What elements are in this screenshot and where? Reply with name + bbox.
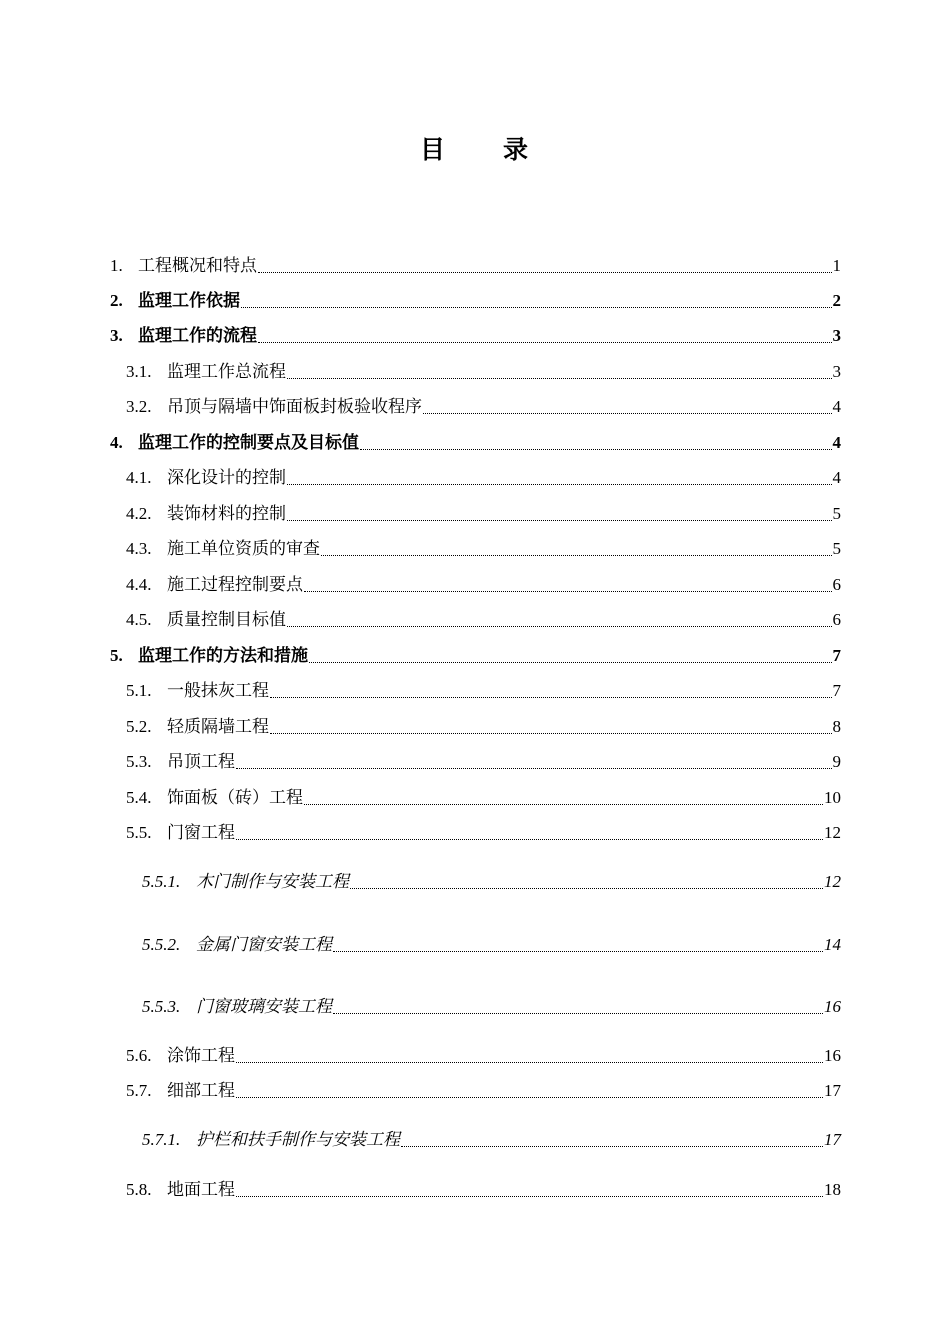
toc-entry-page-number: 17 (824, 1130, 841, 1149)
toc-entry-title: 涂饰工程 (167, 1046, 235, 1065)
toc-entry-number: 5.5.3. (142, 997, 181, 1016)
toc-entry-title: 门窗工程 (167, 823, 235, 842)
toc-entry-number: 5.5.1. (142, 872, 181, 891)
toc-entry-title: 门窗玻璃安装工程 (196, 997, 332, 1016)
toc-entry-number: 2. (110, 291, 123, 310)
toc-entry-page-number: 14 (824, 935, 841, 954)
toc-dot-leader (350, 888, 823, 889)
toc-entry-page-number: 6 (832, 575, 841, 594)
toc-dot-leader (287, 378, 832, 379)
toc-entry-page-number: 3 (832, 326, 841, 345)
toc-entry-number: 4.1. (126, 468, 152, 487)
toc-dot-leader (236, 839, 823, 840)
toc-entry-title: 金属门窗安装工程 (196, 935, 332, 954)
toc-title-char-1: 目 (419, 137, 447, 164)
toc-entry-title: 细部工程 (167, 1081, 235, 1100)
toc-entry-page-number: 18 (824, 1180, 841, 1199)
toc-entry[interactable] (142, 869, 841, 893)
toc-dot-leader (401, 1146, 823, 1147)
toc-entry[interactable] (126, 501, 841, 525)
toc-entry-page-number: 3 (832, 362, 841, 381)
toc-entry-number: 5.5. (126, 823, 152, 842)
toc-entry-page-number: 4 (832, 468, 841, 487)
toc-entry-number: 4.4. (126, 575, 152, 594)
toc-entry-page-number: 6 (832, 610, 841, 629)
toc-entry-page-number: 17 (824, 1081, 841, 1100)
toc-dot-leader (236, 1196, 823, 1197)
toc-entry-number: 3. (110, 326, 123, 345)
toc-entry-page-number: 10 (824, 788, 841, 807)
toc-dot-leader (270, 697, 832, 698)
toc-entry-number: 5.5.2. (142, 935, 181, 954)
toc-entry-title: 装饰材料的控制 (167, 504, 286, 523)
toc-entry-title: 一般抹灰工程 (167, 681, 269, 700)
toc-entry-page-number: 5 (832, 539, 841, 558)
toc-entry-title: 护栏和扶手制作与安装工程 (196, 1130, 400, 1149)
toc-entry-title: 深化设计的控制 (167, 468, 286, 487)
toc-dot-leader (241, 307, 832, 308)
toc-entry-page-number: 8 (832, 717, 841, 736)
toc-entry[interactable] (126, 678, 841, 702)
toc-entry[interactable] (126, 820, 841, 844)
toc-entry[interactable] (126, 1177, 841, 1201)
toc-dot-leader (270, 733, 832, 734)
toc-entry[interactable] (126, 749, 841, 773)
toc-entry[interactable] (126, 394, 841, 418)
toc-entry-title: 质量控制目标值 (167, 610, 286, 629)
toc-entry[interactable] (142, 994, 841, 1018)
toc-entry-page-number: 2 (832, 291, 841, 310)
toc-entry[interactable] (142, 1127, 841, 1151)
toc-entry-number: 4. (110, 433, 123, 452)
toc-entry-page-number: 9 (832, 752, 841, 771)
toc-entry[interactable] (126, 1043, 841, 1067)
toc-entry-title: 监理工作依据 (138, 291, 240, 310)
toc-dot-leader (321, 555, 832, 556)
toc-entry[interactable] (110, 253, 841, 277)
toc-entry-number: 4.5. (126, 610, 152, 629)
toc-entry[interactable] (110, 643, 841, 667)
toc-entry-title: 吊顶与隔墙中饰面板封板验收程序 (167, 397, 422, 416)
toc-entry-title: 木门制作与安装工程 (196, 872, 349, 891)
toc-entry[interactable] (126, 572, 841, 596)
toc-entry-page-number: 12 (824, 823, 841, 842)
toc-entry-title: 监理工作的控制要点及目标值 (138, 433, 359, 452)
toc-entry-title: 轻质隔墙工程 (167, 717, 269, 736)
toc-entry-number: 5.6. (126, 1046, 152, 1065)
toc-dot-leader (258, 272, 832, 273)
toc-dot-leader (309, 662, 832, 663)
toc-title (0, 130, 950, 166)
toc-entry-number: 5.1. (126, 681, 152, 700)
toc-entry-number: 5.8. (126, 1180, 152, 1199)
toc-entry-page-number: 16 (824, 1046, 841, 1065)
toc-entry-page-number: 12 (824, 872, 841, 891)
toc-entry-number: 5.3. (126, 752, 152, 771)
toc-dot-leader (423, 413, 832, 414)
toc-entry-page-number: 4 (832, 397, 841, 416)
toc-dot-leader (236, 1097, 823, 1098)
toc-entry[interactable] (126, 714, 841, 738)
toc-dot-leader (333, 951, 823, 952)
toc-entry-title: 监理工作的方法和措施 (138, 646, 308, 665)
toc-entry-page-number: 4 (832, 433, 841, 452)
toc-entry[interactable] (110, 288, 841, 312)
toc-entry-number: 5.2. (126, 717, 152, 736)
toc-entry-number: 5.7. (126, 1081, 152, 1100)
toc-entry-number: 3.2. (126, 397, 152, 416)
toc-entry[interactable] (142, 932, 841, 956)
toc-entry-number: 4.2. (126, 504, 152, 523)
toc-entry[interactable] (126, 1078, 841, 1102)
toc-entry[interactable] (126, 465, 841, 489)
toc-entry[interactable] (126, 359, 841, 383)
toc-entry[interactable] (126, 785, 841, 809)
toc-entry-title: 监理工作的流程 (138, 326, 257, 345)
toc-entry-title: 监理工作总流程 (167, 362, 286, 381)
toc-entry-number: 4.3. (126, 539, 152, 558)
toc-entry[interactable] (126, 607, 841, 631)
toc-entry-title: 工程概况和特点 (138, 256, 257, 275)
toc-entry[interactable] (110, 323, 841, 347)
toc-entry-number: 1. (110, 256, 123, 275)
toc-entry-number: 5.7.1. (142, 1130, 181, 1149)
toc-entry-page-number: 16 (824, 997, 841, 1016)
toc-entry-title: 吊顶工程 (167, 752, 235, 771)
toc-entry[interactable] (110, 430, 841, 454)
toc-entry-page-number: 5 (832, 504, 841, 523)
toc-dot-leader (236, 1062, 823, 1063)
toc-title-char-2: 录 (503, 137, 531, 164)
toc-entry-page-number: 7 (832, 681, 841, 700)
toc-entry-title: 地面工程 (167, 1180, 235, 1199)
toc-entry-number: 5. (110, 646, 123, 665)
toc-entry-page-number: 1 (832, 256, 841, 275)
toc-dot-leader (360, 449, 832, 450)
toc-entry-number: 5.4. (126, 788, 152, 807)
toc-dot-leader (304, 804, 823, 805)
toc-dot-leader (236, 768, 832, 769)
toc-entry-title: 施工过程控制要点 (167, 575, 303, 594)
toc-dot-leader (287, 626, 832, 627)
toc-dot-leader (333, 1013, 823, 1014)
toc-dot-leader (287, 520, 832, 521)
toc-dot-leader (258, 342, 832, 343)
toc-entry-page-number: 7 (832, 646, 841, 665)
toc-dot-leader (287, 484, 832, 485)
toc-entry-number: 3.1. (126, 362, 152, 381)
toc-dot-leader (304, 591, 832, 592)
toc-entry[interactable] (126, 536, 841, 560)
toc-entry-title: 饰面板（砖）工程 (167, 788, 303, 807)
toc-entry-title: 施工单位资质的审查 (167, 539, 320, 558)
